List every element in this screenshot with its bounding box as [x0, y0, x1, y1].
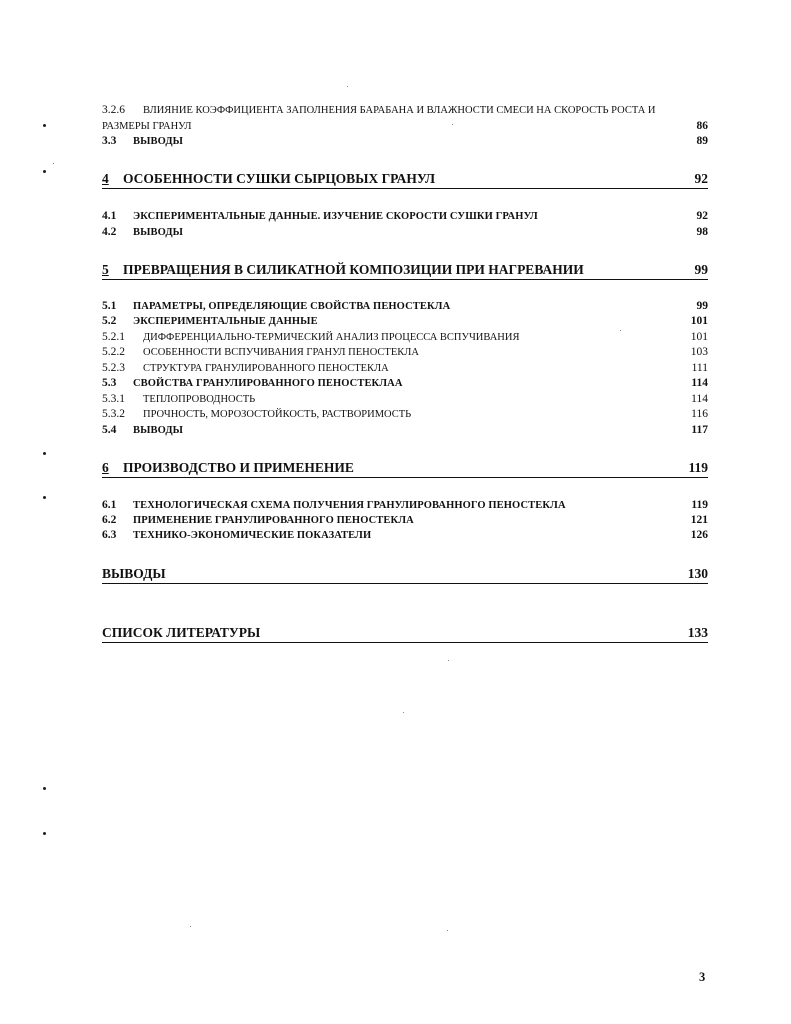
toc-entry-title: СВОЙСТВА ГРАНУЛИРОВАННОГО ПЕНОСТЕКЛАА — [133, 378, 403, 389]
toc-entry-number: 5.2.2 — [102, 346, 125, 358]
scan-speck — [448, 660, 449, 661]
toc-entry-title: ТЕХНОЛОГИЧЕСКАЯ СХЕМА ПОЛУЧЕНИЯ ГРАНУЛИРОВАННОГО ПЕНОСТЕКЛА — [133, 500, 566, 511]
chapter-title: СПИСОК ЛИТЕРАТУРЫ — [102, 625, 261, 640]
toc-entry-title: ЭКСПЕРИМЕНТАЛЬНЫЕ ДАННЫЕ — [133, 316, 318, 327]
toc-entry-3-3[interactable] — [102, 134, 708, 149]
toc-entry-6-3[interactable] — [102, 528, 708, 543]
toc-entry-6-1[interactable] — [102, 498, 708, 513]
toc-entry-page: 101 — [690, 331, 708, 343]
toc-entry-page: 111 — [691, 362, 708, 374]
toc-entry-title-continued: РАЗМЕРЫ ГРАНУЛ — [102, 121, 192, 132]
toc-references[interactable] — [102, 624, 708, 643]
toc-entry-title: ДИФФЕРЕНЦИАЛЬНО-ТЕРМИЧЕСКИЙ АНАЛИЗ ПРОЦЕССА ВСПУЧИВАНИЯ — [143, 332, 520, 343]
toc-entry-page: 114 — [691, 377, 708, 389]
scan-speck — [190, 926, 191, 927]
toc-entry-number: 6.1 — [102, 499, 117, 511]
toc-entry-title: ОСОБЕННОСТИ ВСПУЧИВАНИЯ ГРАНУЛ ПЕНОСТЕКЛА — [143, 347, 419, 358]
toc-entry-number: 4.1 — [102, 210, 117, 222]
toc-entry-number: 6.3 — [102, 529, 117, 541]
chapter-page: 133 — [687, 625, 708, 640]
chapter-page: 130 — [687, 566, 708, 581]
scan-speck — [447, 930, 448, 931]
toc-entry-page: 103 — [690, 346, 708, 358]
scan-speck — [403, 712, 404, 713]
toc-entry-title: ТЕПЛОПРОВОДНОСТЬ — [143, 394, 256, 405]
toc-entry-page: 101 — [690, 315, 708, 327]
toc-entry-5-3[interactable] — [102, 376, 708, 391]
chapter-page: 119 — [688, 460, 708, 475]
chapter-number: 6 — [102, 460, 109, 475]
toc-entry-page: 119 — [691, 499, 708, 511]
toc-entry-5-2[interactable] — [102, 314, 708, 329]
chapter-page: 99 — [694, 262, 708, 277]
scan-speck — [53, 163, 54, 164]
toc-entry-5-3-2[interactable] — [102, 407, 708, 422]
chapter-title: ОСОБЕННОСТИ СУШКИ СЫРЦОВЫХ ГРАНУЛ — [123, 171, 436, 186]
toc-entry-number: 5.3 — [102, 377, 117, 389]
toc-entry-title: ВЫВОДЫ — [133, 227, 184, 238]
toc-entry-number: 5.2 — [102, 315, 117, 327]
punch-mark — [43, 452, 46, 455]
toc-entry-page: 89 — [696, 135, 708, 147]
chapter-number: 4 — [102, 171, 109, 186]
toc-entry-5-1[interactable] — [102, 299, 708, 314]
toc-entry-page: 86 — [696, 120, 708, 132]
toc-entry-title: ВЛИЯНИЕ КОЭФФИЦИЕНТА ЗАПОЛНЕНИЯ БАРАБАНА И ВЛАЖНОСТИ СМЕСИ НА СКОРОСТЬ РОСТА И — [143, 105, 656, 116]
toc-entry-5-2-2[interactable] — [102, 345, 708, 360]
toc-entry-title: ЭКСПЕРИМЕНТАЛЬНЫЕ ДАННЫЕ. ИЗУЧЕНИЕ СКОРОСТИ СУШКИ ГРАНУЛ — [133, 211, 538, 222]
toc-entry-title: ПРОЧНОСТЬ, МОРОЗОСТОЙКОСТЬ, РАСТВОРИМОСТЬ — [143, 409, 412, 420]
toc-entry-6-2[interactable] — [102, 513, 708, 528]
toc-entry-title: СТРУКТУРА ГРАНУЛИРОВАННОГО ПЕНОСТЕКЛА — [143, 363, 389, 374]
toc-entry-title: ПАРАМЕТРЫ, ОПРЕДЕЛЯЮЩИЕ СВОЙСТВА ПЕНОСТЕКЛА — [133, 301, 451, 312]
chapter-title: ПРЕВРАЩЕНИЯ В СИЛИКАТНОЙ КОМПОЗИЦИИ ПРИ НАГРЕВАНИИ — [123, 262, 584, 277]
toc-entry-5-2-1[interactable] — [102, 330, 708, 345]
toc-chapter-5[interactable] — [102, 261, 708, 280]
toc-entry-page: 116 — [691, 408, 708, 420]
toc-entry-number: 5.1 — [102, 300, 117, 312]
toc-entry-page: 126 — [690, 529, 708, 541]
chapter-number: 5 — [102, 262, 109, 277]
toc-entry-title: ВЫВОДЫ — [133, 425, 184, 436]
toc-entry-5-2-3[interactable] — [102, 361, 708, 376]
toc-entry-title: ПРИМЕНЕНИЕ ГРАНУЛИРОВАННОГО ПЕНОСТЕКЛА — [133, 515, 414, 526]
punch-mark — [43, 496, 46, 499]
toc-entry-page: 117 — [691, 424, 708, 436]
scan-speck — [452, 124, 453, 125]
toc-entry-title: ТЕХНИКО-ЭКОНОМИЧЕСКИЕ ПОКАЗАТЕЛИ — [133, 530, 372, 541]
toc-entry-number: 3.3 — [102, 135, 117, 147]
toc-entry-5-3-1[interactable] — [102, 392, 708, 407]
chapter-title: ПРОИЗВОДСТВО И ПРИМЕНЕНИЕ — [123, 460, 354, 475]
toc-entry-page: 121 — [690, 514, 708, 526]
toc-entry-page: 92 — [696, 210, 708, 222]
toc-entry-number: 5.3.1 — [102, 393, 125, 405]
toc-entry-page: 114 — [691, 393, 708, 405]
toc-chapter-4[interactable] — [102, 170, 708, 189]
toc-entry-number: 5.4 — [102, 424, 117, 436]
punch-mark — [43, 787, 46, 790]
chapter-title: ВЫВОДЫ — [102, 566, 166, 581]
punch-mark — [43, 124, 46, 127]
page-number: 3 — [699, 970, 706, 984]
toc-entry-number: 6.2 — [102, 514, 117, 526]
punch-mark — [43, 170, 46, 173]
scan-speck — [347, 86, 348, 87]
toc-entry-title: ВЫВОДЫ — [133, 136, 184, 147]
punch-mark — [43, 832, 46, 835]
chapter-page: 92 — [694, 171, 708, 186]
toc-entry-5-4[interactable] — [102, 423, 708, 438]
toc-entry-number: 3.2.6 — [102, 104, 125, 116]
toc-entry-number: 5.2.1 — [102, 331, 125, 343]
toc-entry-4-2[interactable] — [102, 225, 708, 240]
toc-entry-page: 99 — [696, 300, 708, 312]
toc-chapter-6[interactable] — [102, 459, 708, 478]
toc-entry-4-1[interactable] — [102, 209, 708, 224]
toc-entry-number: 5.2.3 — [102, 362, 125, 374]
toc-entry-page: 98 — [696, 226, 708, 238]
toc-entry-number: 5.3.2 — [102, 408, 125, 420]
toc-conclusions[interactable] — [102, 565, 708, 584]
toc-entry-number: 4.2 — [102, 226, 117, 238]
